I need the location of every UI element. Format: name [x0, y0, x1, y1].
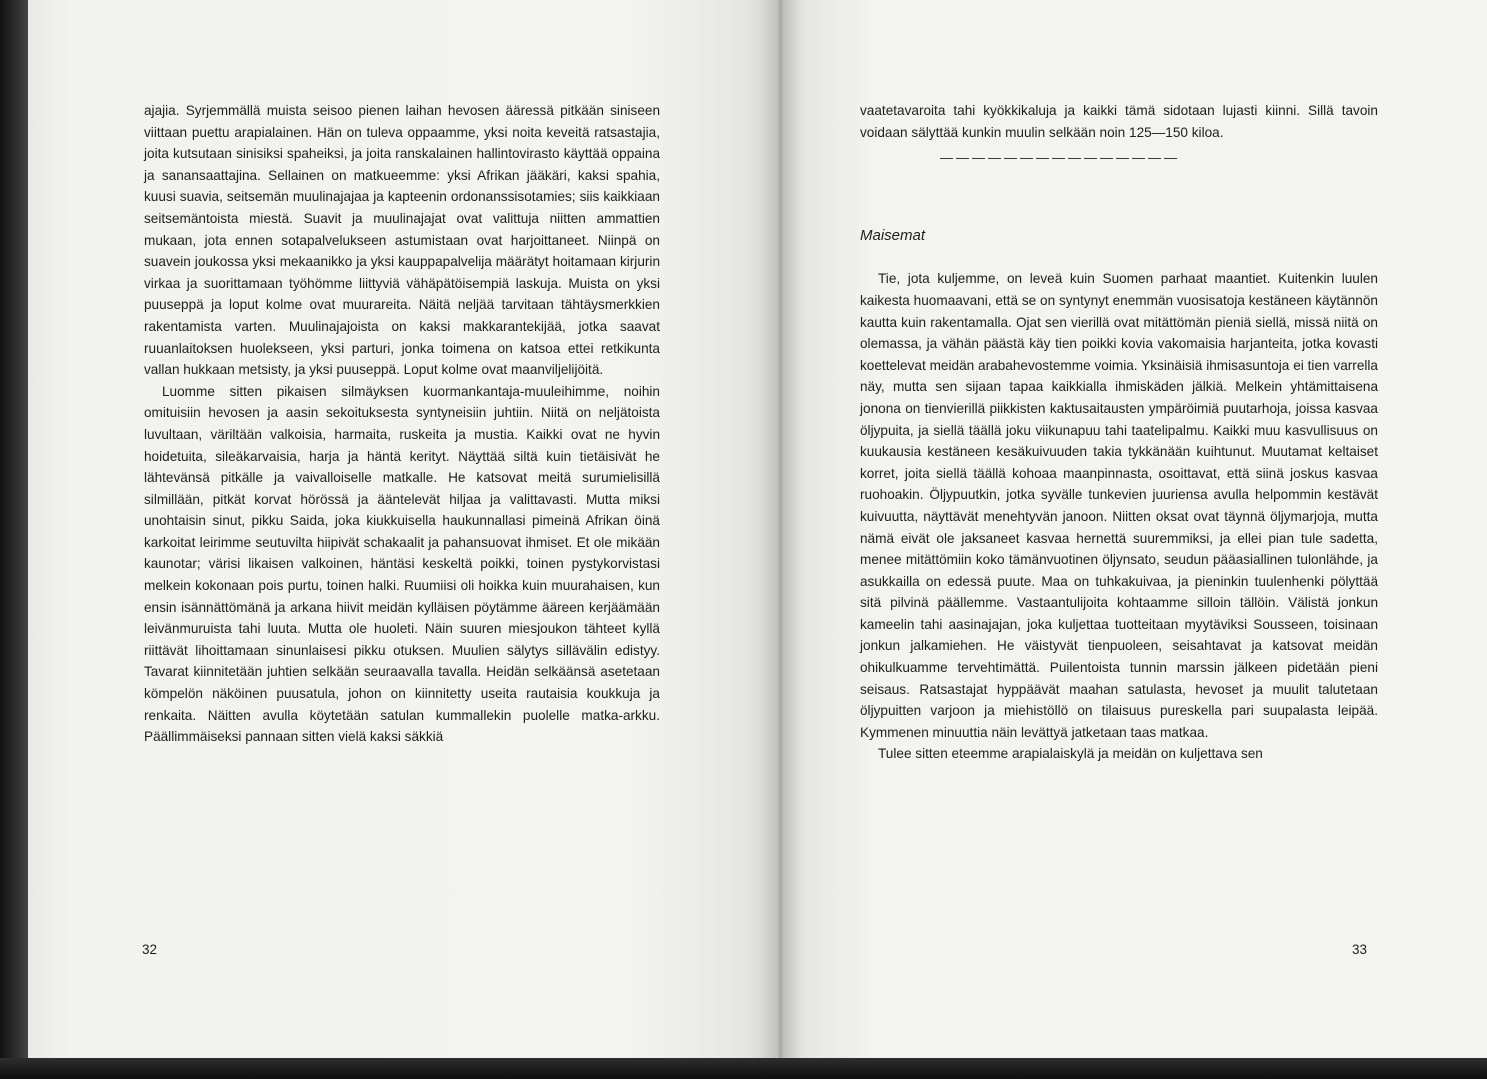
right-page-text [860, 100, 1378, 765]
scan-edge-bottom [0, 1058, 1487, 1079]
paragraph: Tulee sitten eteemme arapialaiskylä ja meidän on kuljettava sen [878, 746, 1263, 762]
paragraph: Luomme sitten pikaisen silmäyksen kuormankantaja-muuleihimme, noihin omituisiin hevosen ja aasin sekoituksesta syntyneisiin juhtiin. Niitä on neljätoista luvultaan, väriltään valkoisia, harmaita, ruskeita ja mustia. Kaikki ovat ne hyvin hoidetuita, sileäkarvaisia, harja ja häntä kerityt. Näyttää siltä kuin tietäisivät he lähtevänsä pitkälle ja vaivalloiselle matkalle. He katsovat meitä surumielisillä silmillään, pitkät korvat hörössä ja ääntelevät hiljaa ja valittavasti. Mutta miksi unohtaisin sinut, pikku Saida, joka kiukkuisella haukunnallasi pimeinä Afrikan öinä karkoitat leirimme seutuvilta hiipivät schakaalit ja pahansuovat ihmiset. Et ole mikään kaunotar; värisi likaisen valkoinen, häntäsi keskeltä poikki, toinen pystykorvistasi melkein kokonaan pois purtu, toinen halki. Ruumiisi oli hoikka kuin muurahaisen, kun ensin isännättömänä ja arkana hiivit meidän kylläisen pöytämme ääreen kerjäämään leivänmuruista tahi luuta. Mutta ole huoleti. Näin suuren miesjoukon tähteet kyllä riittävät lihoittamaan sinunlaisesi pikku otuksen. Muulien sälytys sillävälin edistyy. Tavarat kiinnitetään juhtien selkään seuraavalla tavalla. Heidän selkäänsä asetetaan kömpelön näköinen puusatula, johon on kiinnitetty useita rautaisia koukkuja ja renkaita. Näitten avulla köytetään satulan kummallekin puolelle matka-arkku. Päällimmäiseksi pannaan sitten vielä kaksi säkkiä [144, 383, 660, 745]
left-page-text [144, 100, 660, 748]
section-separator: ——————————————— [940, 150, 1180, 166]
paragraph: ajajia. Syrjemmällä muista seisoo pienen laihan hevosen ääressä pitkään siniseen viittaan puettu arapialainen. Hän on tuleva oppaamme, yksi noita keveitä ratsastajia, joita kutsutaan sinisiksi spaheiksi, ja joita ranskalainen hallintovirasto käyttää oppaina ja sanansaattajina. Sellainen on matkueemme: yksi Afrikan jääkäri, kaksi spahia, kuusi suavia, seitsemän muulinajajaa ja kapteenin ordonanssisotamies; siis kaikkiaan seitsemäntoista miestä. Suavit ja muulinajajat ovat valittuja niitten ammattien mukaan, jota ennen sotapalvelukseen astumistaan ovat harjoittaneet. Niinpä on suavein joukossa yksi mekaanikko ja yksi kauppapalvelija määrätyt hoitamaan kirjurin virkaa ja suorittamaan työhömme liittyviä vähäpätöisempiä laskuja. Muista on yksi puuseppä ja loput kolme ovat muurareita. Näitä neljää tarvitaan tähtäysmerkkien rakentamista varten. Muulinajajoista on kaksi makkarantekijää, jotka saavat ruuanlaitoksen huolekseen, yksi parturi, jonka toimena on katsoa ettei retkikunta vallan hukkaan metsisty, ja yksi puuseppä. Loput kolme ovat maanviljelijöitä. [144, 103, 660, 378]
paragraph: vaatetavaroita tahi kyökkikaluja ja kaikki tämä sidotaan lujasti kiinni. Sillä tavoin voidaan sälyttää kunkin muulin selkään noin 125—150 kiloa. [860, 103, 1378, 140]
page-number: 32 [142, 942, 158, 957]
paragraph: Tie, jota kuljemme, on leveä kuin Suomen parhaat maantiet. Kuitenkin luulen kaikesta huomaavani, että se on syntynyt enemmän vuosisatoja kestäneen käytännön kautta kuin rakentamalla. Ojat sen vierillä ovat mitättömän pieniä siellä, missä niitä on olemassa, ja vähän päästä käy tien poikki kovia vakomaisia harjanteita, jotka kovasti koettelevat meidän arabahevostemme voimia. Yksinäisiä ihmisasuntoja ei tien varrella näy, mutta sen sijaan tapaa kaikkialla ihmiskäden jälkiä. Melkein yhtämittaisena jonona on tienvierillä piikkisten kaktusaitausten ympäröimiä puutarhoja, joissa kasvaa öljypuita, ja siellä täällä joku viikunapuu tahi taatelipalmu. Kaikki muu kasvullisuus on kuukausia kestäneen kesäkuivuuden takia tykkänään kuihtunut. Muutamat keltaiset korret, joita siellä täällä kohoaa maanpinnasta, osoittavat, että siinä joskus kasvaa ruohoakin. Öljypuutkin, jotka syvälle tunkevien juuriensa avulla helpommin kestävät kuivuutta, näyttävät menehtyvän janoon. Niitten oksat ovat täynnä öljymarjoja, mutta nämä eivät ole jaksaneet kasvaa hernettä suuremmiksi, ja ellei pian tule sadetta, menee mitättömiin koko tämänvuotinen öljynsato, seudun pääasiallinen tulonlähde, ja asukkailla on edessä puute. Maa on tuhkakuivaa, ja pieninkin tuulenhenki pölyttää sitä pilvinä päällemme. Vastaantulijoita kohtaamme silloin tällöin. Välistä jonkun kameelin tahi aasinajajan, joka kuljettaa tuotteitaan myytäviksi Sousseen, toisinaan jonkun jalkamiehen. He väistyvät tienpuoleen, seisahtavat ja katsovat meidän ohikulkuamme tervehtimättä. Puilentoista tunnin marssin jälkeen pidetään pieni seisaus. Ratsastajat hyppäävät maahan satulasta, hevoset ja muulit talutetaan öljypuitten varjoon ja miehistöllö on tilaisuus pureskella pari suupalasta leipää. Kymmenen minuuttia näin levättyä jatketaan taas matkaa. [860, 271, 1378, 740]
page-number: 33 [1352, 942, 1368, 957]
scan-edge [0, 0, 28, 1079]
left-page [28, 0, 780, 1058]
section-heading: Maisemat [860, 226, 926, 244]
right-page [780, 0, 1487, 1062]
